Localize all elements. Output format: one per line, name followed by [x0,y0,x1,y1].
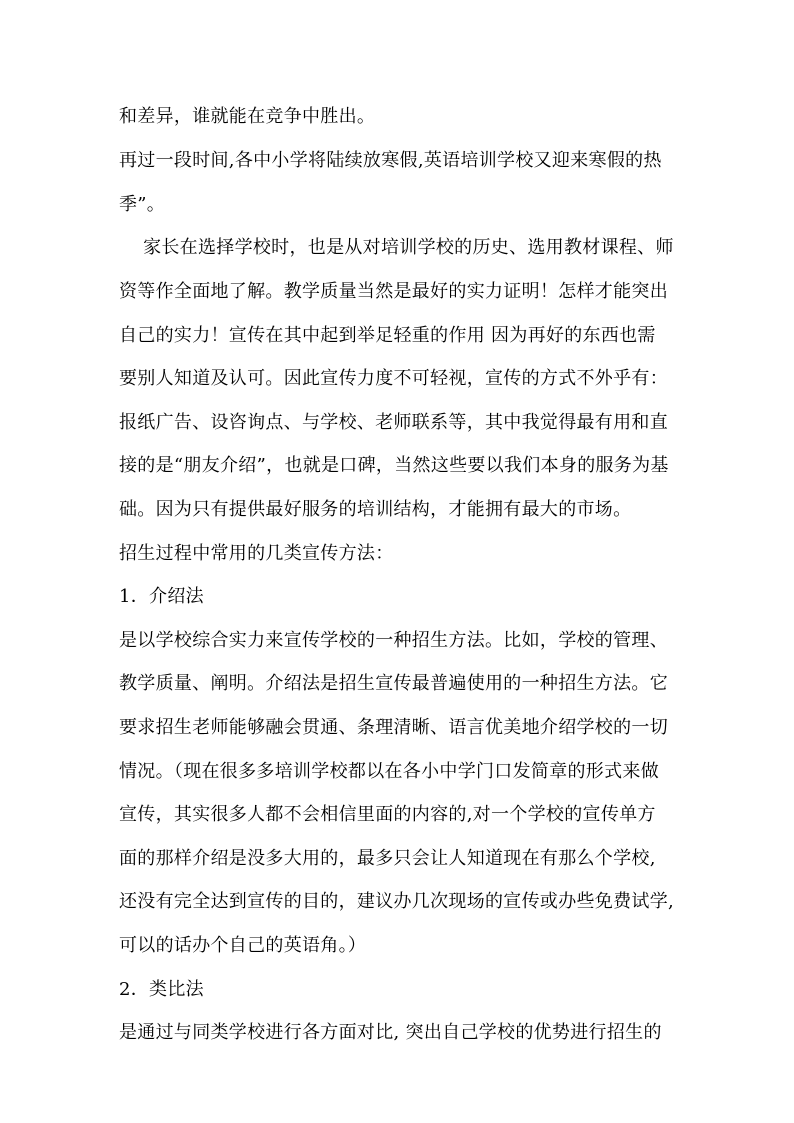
text-line: 还没有完全达到宣传的目的，建议办几次现场的宣传或办些免费试学, [119,891,675,912]
text-line: 自己的实力！宣传在其中起到举足轻重的作用 因为再好的东西也需 [119,325,656,346]
text-line: 接的是“朋友介绍”，也就是口碑，当然这些要以我们本身的服务为基 [119,455,669,476]
text-line: 教学质量、阐明。介绍法是招生宣传最普遍使用的一种招生方法。它 [119,673,668,694]
text-line: 报纸广告、设咨询点、与学校、老师联系等，其中我觉得最有用和直 [119,412,668,433]
text-line: 可以的话办个自己的英语角。） [119,935,367,956]
text-line: 招生过程中常用的几类宣传方法： [119,543,394,564]
text-line: 资等作全面地了解。教学质量当然是最好的实力证明！怎样才能突出 [119,281,668,302]
section-heading: 1．介绍法 [119,586,204,607]
text-line: 面的那样介绍是没多大用的，最多只会让人知道现在有那么个学校, [119,848,656,869]
text-line: 家长在选择学校时，也是从对培训学校的历史、选用教材课程、师 [119,237,674,258]
text-line: 础。因为只有提供最好服务的培训结构，才能拥有最大的市场。 [119,499,632,520]
text-line: 季”。 [119,194,166,215]
text-line: 情况。（现在很多多培训学校都以在各小中学门口发简章的形式来做 [119,761,659,782]
text-line: 再过一段时间,各中小学将陆续放寒假,英语培训学校又迎来寒假的热 [119,150,662,171]
text-line: 和差异，谁就能在竞争中胜出。 [119,106,376,127]
section-heading: 2．类比法 [119,979,204,1000]
text-line: 宣传，其实很多人都不会相信里面的内容的,对一个学校的宣传单方 [119,804,656,825]
text-line: 要求招生老师能够融会贯通、条理清晰、语言优美地介绍学校的一切 [119,717,668,738]
text-line: 是以学校综合实力来宣传学校的一种招生方法。比如，学校的管理、 [119,630,668,651]
text-line: 是通过与同类学校进行各方面对比, 突出自己学校的优势进行招生的 [119,1022,662,1043]
text-line: 要别人知道及认可。因此宣传力度不可轻视，宣传的方式不外乎有： [119,368,668,389]
